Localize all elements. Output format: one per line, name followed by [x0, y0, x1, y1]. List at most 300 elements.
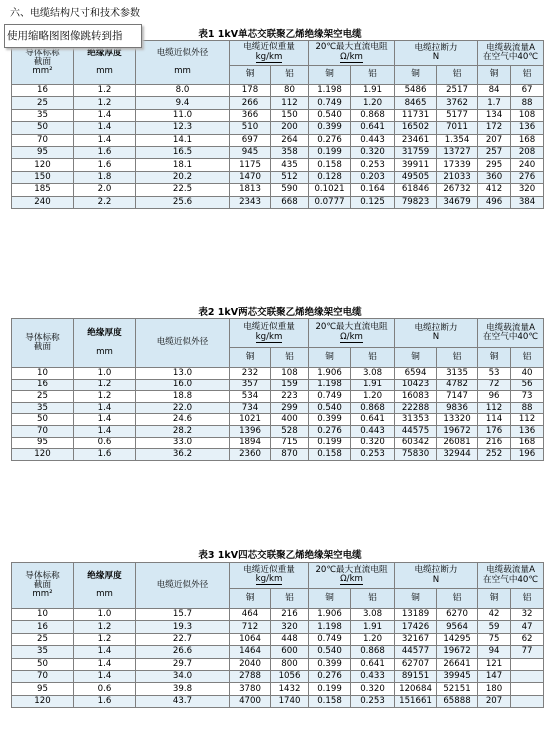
header-copper: 铜 — [309, 66, 351, 85]
table-cell: 29.7 — [136, 658, 230, 670]
table-cell: 7147 — [437, 391, 478, 403]
table-cell: 240 — [511, 159, 544, 171]
header-insulation: 绝缘厚度 mm — [74, 319, 136, 368]
table-cell: 10 — [12, 368, 74, 380]
table-cell: 240 — [12, 196, 74, 208]
table-cell: 80 — [271, 85, 309, 97]
table-row — [12, 658, 544, 670]
table-cell: 35 — [12, 109, 74, 121]
table-cell: 75830 — [395, 449, 437, 461]
table-cell: 1.4 — [74, 134, 136, 146]
table-cell: 120684 — [395, 683, 437, 695]
table-cell: 61846 — [395, 184, 437, 196]
table-cell: 50 — [12, 122, 74, 134]
table-cell: 1.91 — [351, 621, 395, 633]
table-cell: 1.354 — [437, 134, 478, 146]
table-row — [12, 683, 544, 695]
table-row — [12, 171, 544, 183]
header-conductor-area: 导体标称 截面 mm² — [12, 41, 74, 85]
table-cell: 0.868 — [351, 646, 395, 658]
table-cell: 62707 — [395, 658, 437, 670]
table-cell: 11.0 — [136, 109, 230, 121]
table-cell: 1.20 — [351, 391, 395, 403]
table-cell: 223 — [271, 391, 309, 403]
table-cell: 39945 — [437, 670, 478, 682]
header-diameter: 电缆近似外径 mm — [136, 41, 230, 85]
table-cell: 0.128 — [309, 171, 351, 183]
table-cell: 19672 — [437, 425, 478, 437]
table-cell: 47 — [511, 621, 544, 633]
table-cell: 17339 — [437, 159, 478, 171]
table-cell: 1464 — [230, 646, 271, 658]
table-cell: 16 — [12, 85, 74, 97]
table-cell: 266 — [230, 97, 271, 109]
table-cell: 0.749 — [309, 633, 351, 645]
table-cell: 0.276 — [309, 670, 351, 682]
header-diameter: 电缆近似外径 — [136, 319, 230, 368]
header-aluminum: 铝 — [511, 66, 544, 85]
table-row — [12, 196, 544, 208]
spec-table-2 — [11, 318, 544, 461]
table-cell: 0.749 — [309, 391, 351, 403]
table-cell: 1.7 — [478, 97, 511, 109]
table-cell: 200 — [271, 122, 309, 134]
table-row — [12, 109, 544, 121]
table-cell: 84 — [478, 85, 511, 97]
header-aluminum: 铝 — [271, 589, 309, 609]
table-caption: 表1 1kV单芯交联聚乙烯绝缘架空电缆 — [198, 29, 362, 40]
table-cell: 0.641 — [351, 658, 395, 670]
table-row — [12, 621, 544, 633]
table-cell: 0.203 — [351, 171, 395, 183]
header-copper: 铜 — [309, 589, 351, 609]
section-heading: 六、电缆结构尺寸和技术参数 — [10, 8, 140, 19]
table-cell: 42 — [478, 609, 511, 621]
header-ampacity: 电缆载流量A 在空气中40℃ — [478, 563, 544, 589]
table-cell: 1.4 — [74, 109, 136, 121]
table-cell: 2788 — [230, 670, 271, 682]
header-ampacity: 电缆载流量A 在空气中40℃ — [478, 319, 544, 348]
table-cell: 35 — [12, 646, 74, 658]
thumbnail-tooltip: 使用缩略图图像跳转到指 — [4, 24, 142, 48]
table-cell: 73 — [511, 391, 544, 403]
table-cell: 95 — [12, 146, 74, 158]
table-cell: 10423 — [395, 379, 437, 391]
header-ampacity: 电缆载流量A 在空气中40℃ — [478, 41, 544, 66]
header-copper: 铜 — [230, 589, 271, 609]
table-cell: 19672 — [437, 646, 478, 658]
table-cell: 0.868 — [351, 109, 395, 121]
spec-table-1 — [11, 40, 544, 209]
table-cell: 207 — [478, 134, 511, 146]
header-aluminum: 铝 — [271, 66, 309, 85]
table-cell: 17426 — [395, 621, 437, 633]
table-cell: 1.20 — [351, 633, 395, 645]
table-cell: 159 — [271, 379, 309, 391]
table-cell: 3762 — [437, 97, 478, 109]
header-copper: 铜 — [230, 348, 271, 368]
table-cell: 6270 — [437, 609, 478, 621]
table-cell: 3135 — [437, 368, 478, 380]
table-cell: 1175 — [230, 159, 271, 171]
table-cell: 264 — [271, 134, 309, 146]
table-cell: 600 — [271, 646, 309, 658]
table-cell: 0.433 — [351, 670, 395, 682]
table-cell — [511, 683, 544, 695]
table-cell: 88 — [511, 402, 544, 414]
table-cell: 945 — [230, 146, 271, 158]
table-cell: 0.868 — [351, 402, 395, 414]
table-cell: 216 — [478, 437, 511, 449]
table-cell: 4700 — [230, 695, 271, 707]
header-copper: 铜 — [230, 66, 271, 85]
table-cell: 1894 — [230, 437, 271, 449]
table-cell: 172 — [478, 122, 511, 134]
table-cell: 31353 — [395, 414, 437, 426]
table-cell: 94 — [478, 646, 511, 658]
table-cell: 26.6 — [136, 646, 230, 658]
table-cell: 366 — [230, 109, 271, 121]
table-cell: 2.2 — [74, 196, 136, 208]
table-cell: 25.6 — [136, 196, 230, 208]
table-cell: 13189 — [395, 609, 437, 621]
table-cell: 65888 — [437, 695, 478, 707]
table-cell: 120 — [12, 449, 74, 461]
table-cell: 216 — [271, 609, 309, 621]
header-copper: 铜 — [395, 589, 437, 609]
table-cell: 24.6 — [136, 414, 230, 426]
table-cell: 72 — [478, 379, 511, 391]
table-caption: 表2 1kV两芯交联聚乙烯绝缘架空电缆 — [198, 307, 362, 318]
table-cell: 252 — [478, 449, 511, 461]
table-cell: 208 — [511, 146, 544, 158]
table-cell: 3.08 — [351, 609, 395, 621]
table-cell: 13727 — [437, 146, 478, 158]
table-cell: 16083 — [395, 391, 437, 403]
table-cell: 35 — [12, 402, 74, 414]
table-cell: 435 — [271, 159, 309, 171]
table-cell: 43.7 — [136, 695, 230, 707]
table-cell: 34.0 — [136, 670, 230, 682]
header-aluminum: 铝 — [437, 66, 478, 85]
table-cell: 16.0 — [136, 379, 230, 391]
table-cell: 697 — [230, 134, 271, 146]
table-cell: 1.4 — [74, 658, 136, 670]
header-aluminum: 铝 — [271, 348, 309, 368]
table-cell: 1.91 — [351, 379, 395, 391]
table-cell: 5486 — [395, 85, 437, 97]
table-cell: 0.253 — [351, 695, 395, 707]
table-cell: 1021 — [230, 414, 271, 426]
table-cell: 120 — [12, 695, 74, 707]
table-cell: 0.320 — [351, 683, 395, 695]
table-cell: 1470 — [230, 171, 271, 183]
table-cell: 9564 — [437, 621, 478, 633]
table-cell: 400 — [271, 414, 309, 426]
table-cell: 150 — [271, 109, 309, 121]
table-row — [12, 609, 544, 621]
header-aluminum: 铝 — [511, 348, 544, 368]
table-cell: 89151 — [395, 670, 437, 682]
table-cell: 0.158 — [309, 449, 351, 461]
table-cell: 39911 — [395, 159, 437, 171]
table-cell: 0.320 — [351, 437, 395, 449]
table-cell: 8.0 — [136, 85, 230, 97]
table-cell: 1.198 — [309, 621, 351, 633]
table-cell: 1.2 — [74, 97, 136, 109]
header-weight: 电缆近似重量 kg/km — [230, 319, 309, 348]
table-cell: 180 — [478, 683, 511, 695]
table-cell: 16.5 — [136, 146, 230, 158]
table-cell: 95 — [12, 437, 74, 449]
table-row — [12, 402, 544, 414]
table-cell: 77 — [511, 646, 544, 658]
table-cell: 108 — [511, 109, 544, 121]
table-cell: 496 — [478, 196, 511, 208]
table-row — [12, 368, 544, 380]
table-row — [12, 449, 544, 461]
header-aluminum: 铝 — [437, 589, 478, 609]
table-cell: 95 — [12, 683, 74, 695]
table-caption: 表3 1kV四芯交联聚乙烯绝缘架空电缆 — [198, 550, 362, 561]
table-row — [12, 391, 544, 403]
table-cell: 31759 — [395, 146, 437, 158]
header-weight: 电缆近似重量 kg/km — [230, 563, 309, 589]
table-cell: 112 — [478, 402, 511, 414]
table-cell: 114 — [478, 414, 511, 426]
table-cell: 26732 — [437, 184, 478, 196]
table-row — [12, 122, 544, 134]
table-row — [12, 379, 544, 391]
header-resistance: 20℃最大直流电阻 Ω/km — [309, 41, 395, 66]
table-cell: 32944 — [437, 449, 478, 461]
table-cell: 112 — [511, 414, 544, 426]
header-resistance: 20℃最大直流电阻 Ω/km — [309, 563, 395, 589]
table-cell: 176 — [478, 425, 511, 437]
table-cell: 21033 — [437, 171, 478, 183]
table-cell: 1.91 — [351, 85, 395, 97]
table-cell: 412 — [478, 184, 511, 196]
table-cell: 147 — [478, 670, 511, 682]
table-cell: 1396 — [230, 425, 271, 437]
table-cell: 1.4 — [74, 402, 136, 414]
table-cell: 44575 — [395, 425, 437, 437]
table-cell: 151661 — [395, 695, 437, 707]
table-cell: 464 — [230, 609, 271, 621]
table-cell: 1.906 — [309, 609, 351, 621]
table-cell: 0.199 — [309, 146, 351, 158]
table-cell: 50 — [12, 414, 74, 426]
table-cell: 26081 — [437, 437, 478, 449]
table-cell: 70 — [12, 134, 74, 146]
table-cell: 0.276 — [309, 134, 351, 146]
table-cell: 1.6 — [74, 159, 136, 171]
table-cell: 25 — [12, 633, 74, 645]
table-cell: 0.540 — [309, 109, 351, 121]
table-cell: 0.158 — [309, 695, 351, 707]
table-cell: 1.0 — [74, 609, 136, 621]
table-cell: 734 — [230, 402, 271, 414]
table-cell: 1.198 — [309, 85, 351, 97]
table-cell: 14.1 — [136, 134, 230, 146]
header-conductor-area: 导体标称 截面 mm² — [12, 563, 74, 609]
table-cell: 2040 — [230, 658, 271, 670]
table-cell: 40 — [511, 368, 544, 380]
table-cell: 10 — [12, 609, 74, 621]
table-cell: 1.906 — [309, 368, 351, 380]
table-cell: 79823 — [395, 196, 437, 208]
table-cell: 59 — [478, 621, 511, 633]
table-cell: 1.198 — [309, 379, 351, 391]
header-tensile: 电缆拉断力 N — [395, 319, 478, 348]
table-cell: 4782 — [437, 379, 478, 391]
table-cell: 2.0 — [74, 184, 136, 196]
table-cell: 120 — [12, 159, 74, 171]
table-cell: 136 — [511, 122, 544, 134]
table-cell: 6594 — [395, 368, 437, 380]
table-cell: 25 — [12, 391, 74, 403]
table-row — [12, 184, 544, 196]
table-cell: 108 — [271, 368, 309, 380]
table-cell: 134 — [478, 109, 511, 121]
header-insulation: 绝缘厚度 mm — [74, 563, 136, 609]
header-copper: 铜 — [478, 66, 511, 85]
table-cell: 9.4 — [136, 97, 230, 109]
table-cell: 1.2 — [74, 391, 136, 403]
table-cell: 53 — [478, 368, 511, 380]
table-cell: 0.253 — [351, 159, 395, 171]
table-cell: 13320 — [437, 414, 478, 426]
table-cell: 232 — [230, 368, 271, 380]
table-cell: 0.199 — [309, 683, 351, 695]
header-copper: 铜 — [478, 348, 511, 368]
header-aluminum: 铝 — [351, 348, 395, 368]
table-cell: 23461 — [395, 134, 437, 146]
table-cell: 1.4 — [74, 425, 136, 437]
table-cell: 20.2 — [136, 171, 230, 183]
table-row — [12, 437, 544, 449]
table-cell: 22.0 — [136, 402, 230, 414]
table-cell: 13.0 — [136, 368, 230, 380]
table-cell: 1.4 — [74, 646, 136, 658]
table-cell: 1.2 — [74, 379, 136, 391]
header-conductor-area: 导体标称 截面 — [12, 319, 74, 368]
table-cell: 0.399 — [309, 414, 351, 426]
table-cell: 196 — [511, 449, 544, 461]
table-cell: 1.4 — [74, 670, 136, 682]
table-row — [12, 425, 544, 437]
table-cell: 1.2 — [74, 621, 136, 633]
table-cell: 56 — [511, 379, 544, 391]
table-cell: 0.641 — [351, 122, 395, 134]
table-cell: 0.1021 — [309, 184, 351, 196]
table-cell: 1813 — [230, 184, 271, 196]
table-cell: 1.8 — [74, 171, 136, 183]
table-cell: 15.7 — [136, 609, 230, 621]
header-aluminum: 铝 — [437, 348, 478, 368]
table-cell: 0.443 — [351, 134, 395, 146]
table-cell: 0.749 — [309, 97, 351, 109]
table-cell: 32167 — [395, 633, 437, 645]
table-cell: 1.6 — [74, 449, 136, 461]
table-cell: 0.158 — [309, 159, 351, 171]
header-copper: 铜 — [395, 348, 437, 368]
table-cell: 12.3 — [136, 122, 230, 134]
table-cell: 16 — [12, 621, 74, 633]
table-cell: 70 — [12, 670, 74, 682]
header-tensile: 电缆拉断力 N — [395, 563, 478, 589]
table-row — [12, 134, 544, 146]
table-cell: 5177 — [437, 109, 478, 121]
table-cell: 0.399 — [309, 658, 351, 670]
table-cell: 448 — [271, 633, 309, 645]
table-row — [12, 85, 544, 97]
table-cell: 257 — [478, 146, 511, 158]
table-cell: 360 — [478, 171, 511, 183]
table-cell: 528 — [271, 425, 309, 437]
table-cell: 0.641 — [351, 414, 395, 426]
table-cell — [511, 658, 544, 670]
table-cell: 0.6 — [74, 683, 136, 695]
table-cell: 26641 — [437, 658, 478, 670]
table-cell: 18.8 — [136, 391, 230, 403]
table-cell: 590 — [271, 184, 309, 196]
table-cell: 178 — [230, 85, 271, 97]
header-resistance: 20℃最大直流电阻 Ω/km — [309, 319, 395, 348]
table-cell: 1056 — [271, 670, 309, 682]
table-cell: 0.540 — [309, 646, 351, 658]
header-aluminum: 铝 — [351, 66, 395, 85]
table-cell: 1740 — [271, 695, 309, 707]
table-cell: 136 — [511, 425, 544, 437]
table-row — [12, 414, 544, 426]
table-cell: 2517 — [437, 85, 478, 97]
table-cell: 357 — [230, 379, 271, 391]
table-cell: 52151 — [437, 683, 478, 695]
table-cell: 34679 — [437, 196, 478, 208]
table-cell: 3780 — [230, 683, 271, 695]
table-cell: 1.2 — [74, 85, 136, 97]
table-cell: 18.1 — [136, 159, 230, 171]
table-cell: 0.0777 — [309, 196, 351, 208]
table-cell: 1064 — [230, 633, 271, 645]
table-cell: 0.125 — [351, 196, 395, 208]
table-cell: 0.399 — [309, 122, 351, 134]
table-cell: 168 — [511, 134, 544, 146]
table-cell: 870 — [271, 449, 309, 461]
table-cell: 112 — [271, 97, 309, 109]
table-cell: 28.2 — [136, 425, 230, 437]
table-cell: 3.08 — [351, 368, 395, 380]
header-insulation: 绝缘厚度 mm — [74, 41, 136, 85]
table-row — [12, 670, 544, 682]
table-cell: 36.2 — [136, 449, 230, 461]
table-cell: 510 — [230, 122, 271, 134]
table-cell: 712 — [230, 621, 271, 633]
header-diameter: 电缆近似外径 — [136, 563, 230, 609]
table-cell: 1.20 — [351, 97, 395, 109]
table-cell: 150 — [12, 171, 74, 183]
table-cell: 2343 — [230, 196, 271, 208]
table-cell: 299 — [271, 402, 309, 414]
table-cell: 33.0 — [136, 437, 230, 449]
table-cell: 1.6 — [74, 695, 136, 707]
table-cell: 22288 — [395, 402, 437, 414]
table-cell: 0.253 — [351, 449, 395, 461]
table-cell: 358 — [271, 146, 309, 158]
table-cell: 7011 — [437, 122, 478, 134]
table-cell: 1.4 — [74, 414, 136, 426]
